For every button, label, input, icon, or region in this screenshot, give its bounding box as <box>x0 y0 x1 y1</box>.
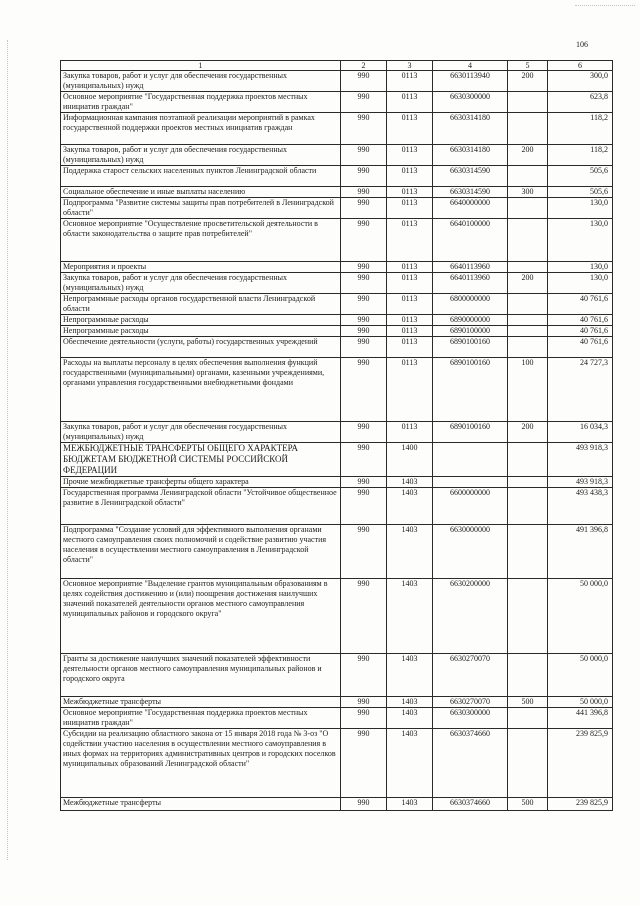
row-target-code-cell: 6890100160 <box>433 337 508 358</box>
column-header: 5 <box>508 61 548 71</box>
row-target-code-cell: 6800000000 <box>433 294 508 315</box>
table-row <box>61 579 613 654</box>
column-header: 3 <box>387 61 433 71</box>
row-section-cell: 0113 <box>387 294 433 315</box>
row-section-cell: 1403 <box>387 798 433 811</box>
row-amount-cell: 491 396,8 <box>548 525 613 579</box>
row-name-cell: Закупка товаров, работ и услуг для обеспечения государственных (муниципальных) нужд <box>61 273 341 294</box>
row-expense-type-cell <box>508 326 548 337</box>
row-target-code-cell: 6890100160 <box>433 422 508 443</box>
row-name-cell: Государственная программа Ленинградской области "Устойчивое общественное развитие в Ленинградской области" <box>61 488 341 525</box>
row-expense-type-cell <box>508 488 548 525</box>
row-name-cell: Поддержка старост сельских населенных пунктов Ленинградской области <box>61 166 341 187</box>
row-grbs-cell: 990 <box>341 525 387 579</box>
row-amount-cell: 493 438,3 <box>548 488 613 525</box>
row-amount-cell: 623,8 <box>548 92 613 113</box>
row-target-code-cell: 6630314180 <box>433 113 508 145</box>
row-grbs-cell: 990 <box>341 219 387 262</box>
table-row <box>61 443 613 477</box>
row-amount-cell: 130,0 <box>548 262 613 273</box>
row-grbs-cell: 990 <box>341 71 387 92</box>
row-amount-cell: 40 761,6 <box>548 315 613 326</box>
row-expense-type-cell <box>508 654 548 697</box>
row-amount-cell: 239 825,9 <box>548 798 613 811</box>
table-row <box>61 145 613 166</box>
row-grbs-cell: 990 <box>341 477 387 488</box>
row-name-cell: Закупка товаров, работ и услуг для обеспечения государственных (муниципальных) нужд <box>61 145 341 166</box>
scan-edge-top <box>575 5 635 6</box>
row-name-cell: Основное мероприятие "Государственная поддержка проектов местных инициатив граждан" <box>61 708 341 729</box>
row-grbs-cell: 990 <box>341 697 387 708</box>
table-row <box>61 71 613 92</box>
row-target-code-cell: 6640113960 <box>433 262 508 273</box>
row-target-code-cell: 6630300000 <box>433 92 508 113</box>
table-row <box>61 337 613 358</box>
row-target-code-cell: 6630200000 <box>433 579 508 654</box>
row-amount-cell: 130,0 <box>548 219 613 262</box>
row-name-cell: Основное мероприятие "Государственная поддержка проектов местных инициатив граждан" <box>61 92 341 113</box>
row-target-code-cell: 6630270070 <box>433 654 508 697</box>
row-section-cell: 0113 <box>387 92 433 113</box>
row-section-cell: 0113 <box>387 422 433 443</box>
row-target-code-cell: 6890100000 <box>433 326 508 337</box>
row-grbs-cell: 990 <box>341 92 387 113</box>
table-row <box>61 113 613 145</box>
row-name-cell: Социальное обеспечение и иные выплаты населению <box>61 187 341 198</box>
column-header: 1 <box>61 61 341 71</box>
row-expense-type-cell <box>508 579 548 654</box>
row-section-cell: 0113 <box>387 187 433 198</box>
table-row <box>61 708 613 729</box>
table-row <box>61 198 613 219</box>
row-expense-type-cell: 300 <box>508 187 548 198</box>
table-row <box>61 219 613 262</box>
row-name-cell: Закупка товаров, работ и услуг для обеспечения государственных (муниципальных) нужд <box>61 422 341 443</box>
row-grbs-cell: 990 <box>341 422 387 443</box>
row-amount-cell: 40 761,6 <box>548 337 613 358</box>
row-name-cell: Субсидии на реализацию областного закона от 15 января 2018 года № 3-оз "О содействии участию населения в осуществлении местного самоуправления в иных формах на территориях административных центров и городских поселков муниципальных образований Ленинградской области" <box>61 729 341 798</box>
row-grbs-cell: 990 <box>341 315 387 326</box>
row-amount-cell: 50 000,0 <box>548 579 613 654</box>
row-grbs-cell: 990 <box>341 187 387 198</box>
table-row <box>61 358 613 422</box>
row-expense-type-cell: 100 <box>508 358 548 422</box>
table-row <box>61 294 613 315</box>
row-section-cell: 1403 <box>387 654 433 697</box>
row-expense-type-cell: 500 <box>508 697 548 708</box>
row-grbs-cell: 990 <box>341 273 387 294</box>
table-row <box>61 326 613 337</box>
table-row <box>61 729 613 798</box>
row-expense-type-cell <box>508 708 548 729</box>
row-expense-type-cell: 200 <box>508 145 548 166</box>
table-row <box>61 422 613 443</box>
row-grbs-cell: 990 <box>341 358 387 422</box>
row-amount-cell: 50 000,0 <box>548 697 613 708</box>
row-grbs-cell: 990 <box>341 326 387 337</box>
row-name-cell: Непрограммные расходы органов государственной власти Ленинградской области <box>61 294 341 315</box>
row-target-code-cell: 6630270070 <box>433 697 508 708</box>
row-section-cell: 0113 <box>387 315 433 326</box>
row-expense-type-cell <box>508 92 548 113</box>
row-name-cell: Закупка товаров, работ и услуг для обеспечения государственных (муниципальных) нужд <box>61 71 341 92</box>
row-name-cell: Мероприятия и проекты <box>61 262 341 273</box>
row-section-cell: 1403 <box>387 697 433 708</box>
row-grbs-cell: 990 <box>341 145 387 166</box>
column-header: 6 <box>548 61 613 71</box>
row-amount-cell: 493 918,3 <box>548 477 613 488</box>
row-grbs-cell: 990 <box>341 337 387 358</box>
row-section-cell: 1400 <box>387 443 433 477</box>
row-amount-cell: 130,0 <box>548 198 613 219</box>
table-header-row <box>61 61 613 71</box>
row-expense-type-cell <box>508 198 548 219</box>
row-expense-type-cell <box>508 477 548 488</box>
row-target-code-cell <box>433 443 508 477</box>
row-name-cell: Информационная кампания поэтапной реализации мероприятий в рамках государственной поддержки проектов местных инициатив граждан <box>61 113 341 145</box>
row-section-cell: 0113 <box>387 113 433 145</box>
table-row <box>61 697 613 708</box>
row-target-code-cell: 6630300000 <box>433 708 508 729</box>
row-expense-type-cell <box>508 219 548 262</box>
row-grbs-cell: 990 <box>341 654 387 697</box>
row-grbs-cell: 990 <box>341 113 387 145</box>
row-name-cell: Подпрограмма "Развитие системы защиты прав потребителей в Ленинградской области" <box>61 198 341 219</box>
row-target-code-cell: 6600000000 <box>433 488 508 525</box>
row-target-code-cell: 6640000000 <box>433 198 508 219</box>
row-grbs-cell: 990 <box>341 798 387 811</box>
row-amount-cell: 505,6 <box>548 187 613 198</box>
row-section-cell: 0113 <box>387 198 433 219</box>
row-name-cell: Основное мероприятие "Выделение грантов муниципальным образованиям в целях содействия достижению и (или) поощрения достижения наилучших значений показателей деятельности органов местного самоуправления муниципальных районов и городского округа" <box>61 579 341 654</box>
row-amount-cell: 40 761,6 <box>548 326 613 337</box>
row-target-code-cell: 6640100000 <box>433 219 508 262</box>
row-grbs-cell: 990 <box>341 443 387 477</box>
row-expense-type-cell <box>508 315 548 326</box>
row-amount-cell: 505,6 <box>548 166 613 187</box>
row-section-cell: 0113 <box>387 219 433 262</box>
row-name-cell: Обеспечение деятельности (услуги, работы) государственных учреждений <box>61 337 341 358</box>
row-section-cell: 1403 <box>387 729 433 798</box>
row-grbs-cell: 990 <box>341 488 387 525</box>
row-section-cell: 0113 <box>387 326 433 337</box>
row-expense-type-cell <box>508 443 548 477</box>
table-row <box>61 488 613 525</box>
row-name-cell: Непрограммные расходы <box>61 326 341 337</box>
row-target-code-cell: 6630314180 <box>433 145 508 166</box>
table-row <box>61 798 613 811</box>
row-target-code-cell: 6630374660 <box>433 798 508 811</box>
row-name-cell: Непрограммные расходы <box>61 315 341 326</box>
row-target-code-cell <box>433 477 508 488</box>
row-grbs-cell: 990 <box>341 729 387 798</box>
row-name-cell: МЕЖБЮДЖЕТНЫЕ ТРАНСФЕРТЫ ОБЩЕГО ХАРАКТЕРА БЮДЖЕТАМ БЮДЖЕТНОЙ СИСТЕМЫ РОССИЙСКОЙ ФЕДЕРАЦИИ <box>61 443 341 477</box>
row-amount-cell: 118,2 <box>548 113 613 145</box>
row-name-cell: Межбюджетные трансферты <box>61 697 341 708</box>
row-amount-cell: 118,2 <box>548 145 613 166</box>
row-amount-cell: 16 034,3 <box>548 422 613 443</box>
row-target-code-cell: 6630314590 <box>433 166 508 187</box>
row-name-cell: Гранты за достижение наилучших значений показателей эффективности деятельности органов местного самоуправления муниципальных районов и городского округа <box>61 654 341 697</box>
table-row <box>61 525 613 579</box>
table-row <box>61 315 613 326</box>
row-section-cell: 0113 <box>387 262 433 273</box>
row-expense-type-cell: 200 <box>508 273 548 294</box>
table-row <box>61 187 613 198</box>
row-grbs-cell: 990 <box>341 198 387 219</box>
row-amount-cell: 24 727,3 <box>548 358 613 422</box>
row-grbs-cell: 990 <box>341 166 387 187</box>
row-section-cell: 1403 <box>387 477 433 488</box>
column-header: 2 <box>341 61 387 71</box>
column-header: 4 <box>433 61 508 71</box>
table-row <box>61 477 613 488</box>
scan-edge-left <box>7 40 8 860</box>
row-section-cell: 1403 <box>387 525 433 579</box>
row-target-code-cell: 6890100160 <box>433 358 508 422</box>
row-expense-type-cell <box>508 166 548 187</box>
row-section-cell: 0113 <box>387 71 433 92</box>
row-section-cell: 0113 <box>387 145 433 166</box>
row-expense-type-cell <box>508 262 548 273</box>
row-expense-type-cell: 200 <box>508 422 548 443</box>
budget-table <box>60 60 613 811</box>
page-number: 106 <box>576 40 588 49</box>
row-expense-type-cell <box>508 113 548 145</box>
row-amount-cell: 50 000,0 <box>548 654 613 697</box>
row-section-cell: 1403 <box>387 488 433 525</box>
row-expense-type-cell: 200 <box>508 71 548 92</box>
row-expense-type-cell <box>508 729 548 798</box>
row-section-cell: 0113 <box>387 337 433 358</box>
row-grbs-cell: 990 <box>341 579 387 654</box>
row-grbs-cell: 990 <box>341 262 387 273</box>
row-amount-cell: 239 825,9 <box>548 729 613 798</box>
row-amount-cell: 493 918,3 <box>548 443 613 477</box>
row-name-cell: Межбюджетные трансферты <box>61 798 341 811</box>
row-name-cell: Прочие межбюджетные трансферты общего характера <box>61 477 341 488</box>
row-amount-cell: 40 761,6 <box>548 294 613 315</box>
row-name-cell: Подпрограмма "Создание условий для эффективного выполнения органами местного самоуправления своих полномочий и содействие развитию участия населения в осуществлении местного самоуправления в Ленинградской области" <box>61 525 341 579</box>
table-row <box>61 262 613 273</box>
row-expense-type-cell <box>508 337 548 358</box>
row-section-cell: 1403 <box>387 708 433 729</box>
row-amount-cell: 300,0 <box>548 71 613 92</box>
row-target-code-cell: 6630113940 <box>433 71 508 92</box>
row-expense-type-cell <box>508 294 548 315</box>
row-expense-type-cell: 500 <box>508 798 548 811</box>
table-row <box>61 654 613 697</box>
row-amount-cell: 130,0 <box>548 273 613 294</box>
table-row <box>61 166 613 187</box>
row-grbs-cell: 990 <box>341 708 387 729</box>
row-amount-cell: 441 396,8 <box>548 708 613 729</box>
row-target-code-cell: 6630314590 <box>433 187 508 198</box>
row-expense-type-cell <box>508 525 548 579</box>
row-section-cell: 0113 <box>387 166 433 187</box>
row-section-cell: 0113 <box>387 358 433 422</box>
row-name-cell: Расходы на выплаты персоналу в целях обеспечения выполнения функций государственными (муниципальными) органами, казенными учреждениями, органами управления государственными внебюджетными фондами <box>61 358 341 422</box>
row-section-cell: 0113 <box>387 273 433 294</box>
row-grbs-cell: 990 <box>341 294 387 315</box>
row-section-cell: 1403 <box>387 579 433 654</box>
row-target-code-cell: 6640113960 <box>433 273 508 294</box>
row-target-code-cell: 6630374660 <box>433 729 508 798</box>
row-target-code-cell: 6890000000 <box>433 315 508 326</box>
row-target-code-cell: 6630000000 <box>433 525 508 579</box>
table-row <box>61 92 613 113</box>
row-name-cell: Основное мероприятие "Осуществление просветительской деятельности в области законодательства о защите прав потребителей" <box>61 219 341 262</box>
table-row <box>61 273 613 294</box>
